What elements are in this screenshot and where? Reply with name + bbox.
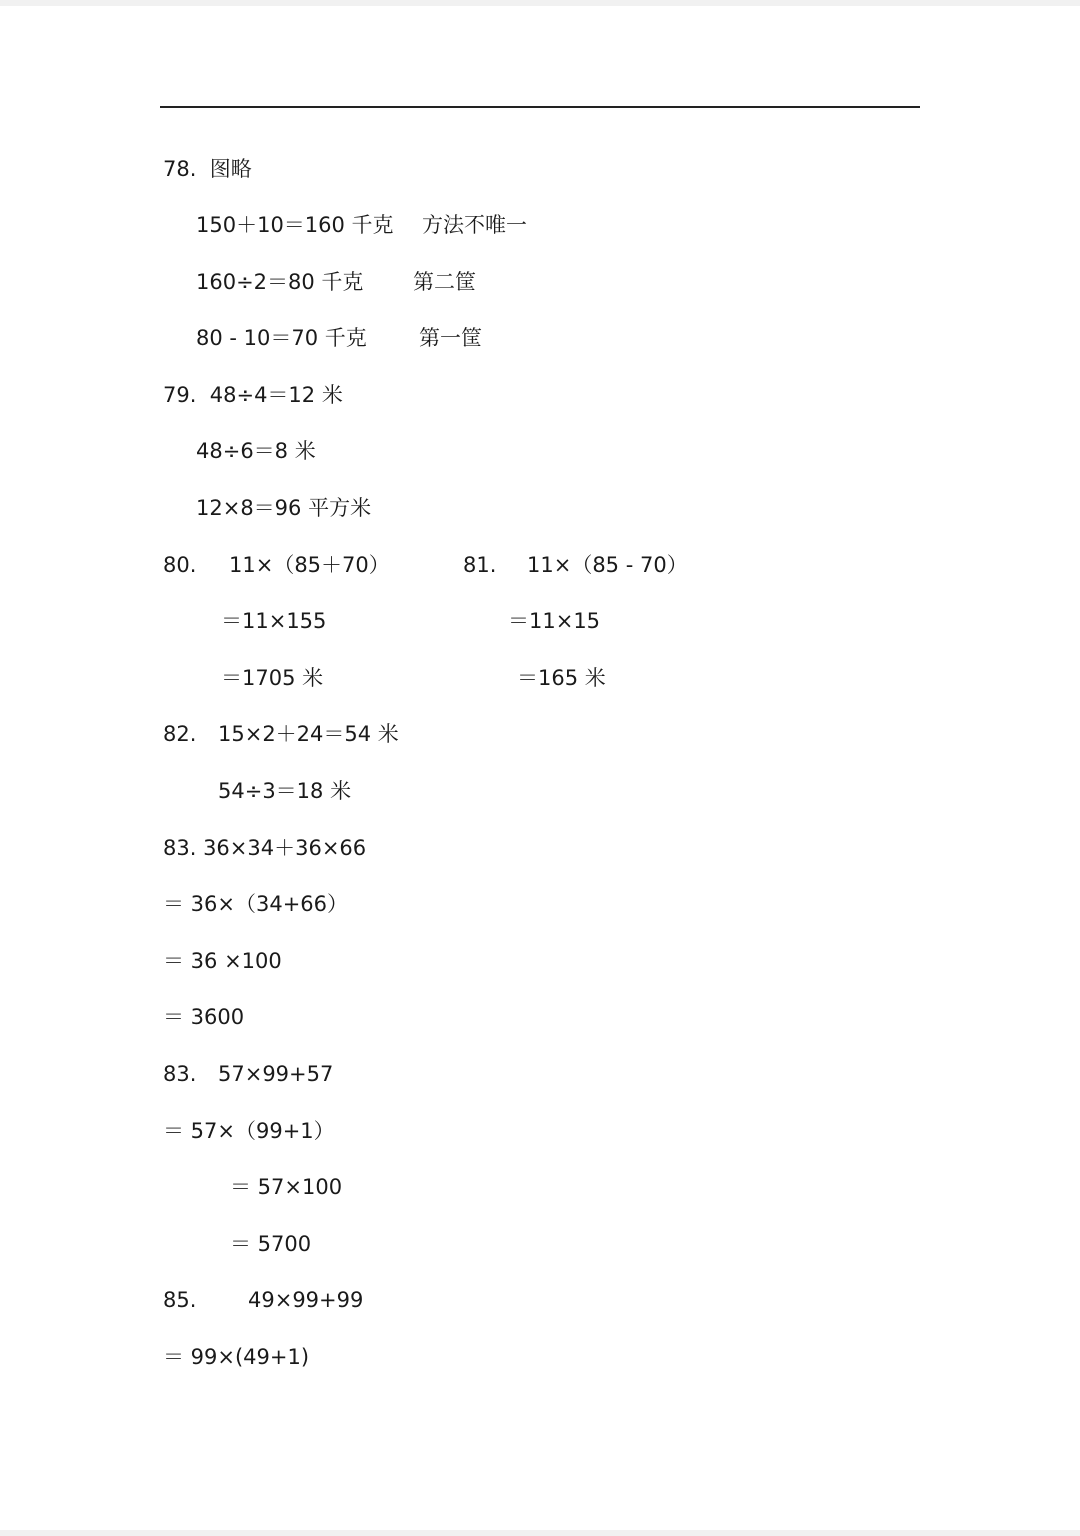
q83-step-3: ＝ 36 ×100 — [163, 949, 282, 973]
q85-number: 85. — [163, 1288, 197, 1312]
q83-step-4: ＝ 3600 — [163, 1005, 245, 1029]
q78-step-3: 80 - 10＝70 千克 — [196, 326, 367, 350]
q82-expression: 15×2＋24＝54 米 — [218, 722, 399, 746]
q78-step-2: 160÷2＝80 千克 — [196, 270, 364, 294]
header-rule — [160, 106, 920, 108]
q78-note-1: 方法不唯一 — [422, 213, 527, 237]
q84-number: 83. — [163, 1062, 197, 1086]
q78-note-2: 第二筐 — [413, 270, 476, 294]
q78-heading: 78. 图略 — [163, 157, 252, 181]
q81-expression: 11×（85 - 70） — [527, 553, 688, 577]
q79-step-2: 48÷6＝8 米 — [196, 439, 316, 463]
q83-heading: 83. 36×34＋36×66 — [163, 836, 367, 860]
q79-heading: 79. 48÷4＝12 米 — [163, 383, 343, 407]
q80-step-3: ＝1705 米 — [221, 666, 324, 690]
q80-number: 80. — [163, 553, 197, 577]
q81-step-3: ＝165 米 — [517, 666, 606, 690]
q82-step-2: 54÷3＝18 米 — [218, 779, 352, 803]
q81-number: 81. — [463, 553, 497, 577]
q83-step-2: ＝ 36×（34+66） — [163, 892, 349, 916]
q84-step-2: ＝ 57×（99+1） — [163, 1119, 335, 1143]
q78-step-1: 150＋10＝160 千克 — [196, 213, 394, 237]
q85-expression: 49×99+99 — [248, 1288, 364, 1312]
q81-step-2: ＝11×15 — [508, 609, 601, 633]
q82-number: 82. — [163, 722, 197, 746]
q79-step-3: 12×8＝96 平方米 — [196, 496, 372, 520]
q84-step-3: ＝ 57×100 — [230, 1175, 343, 1199]
q84-expression: 57×99+57 — [218, 1062, 334, 1086]
q84-step-4: ＝ 5700 — [230, 1232, 312, 1256]
q78-note-3: 第一筐 — [419, 326, 482, 350]
document-page — [0, 6, 1080, 1530]
q80-expression: 11×（85＋70） — [229, 553, 390, 577]
q80-step-2: ＝11×155 — [221, 609, 327, 633]
q85-step-2: ＝ 99×(49+1) — [163, 1345, 310, 1369]
